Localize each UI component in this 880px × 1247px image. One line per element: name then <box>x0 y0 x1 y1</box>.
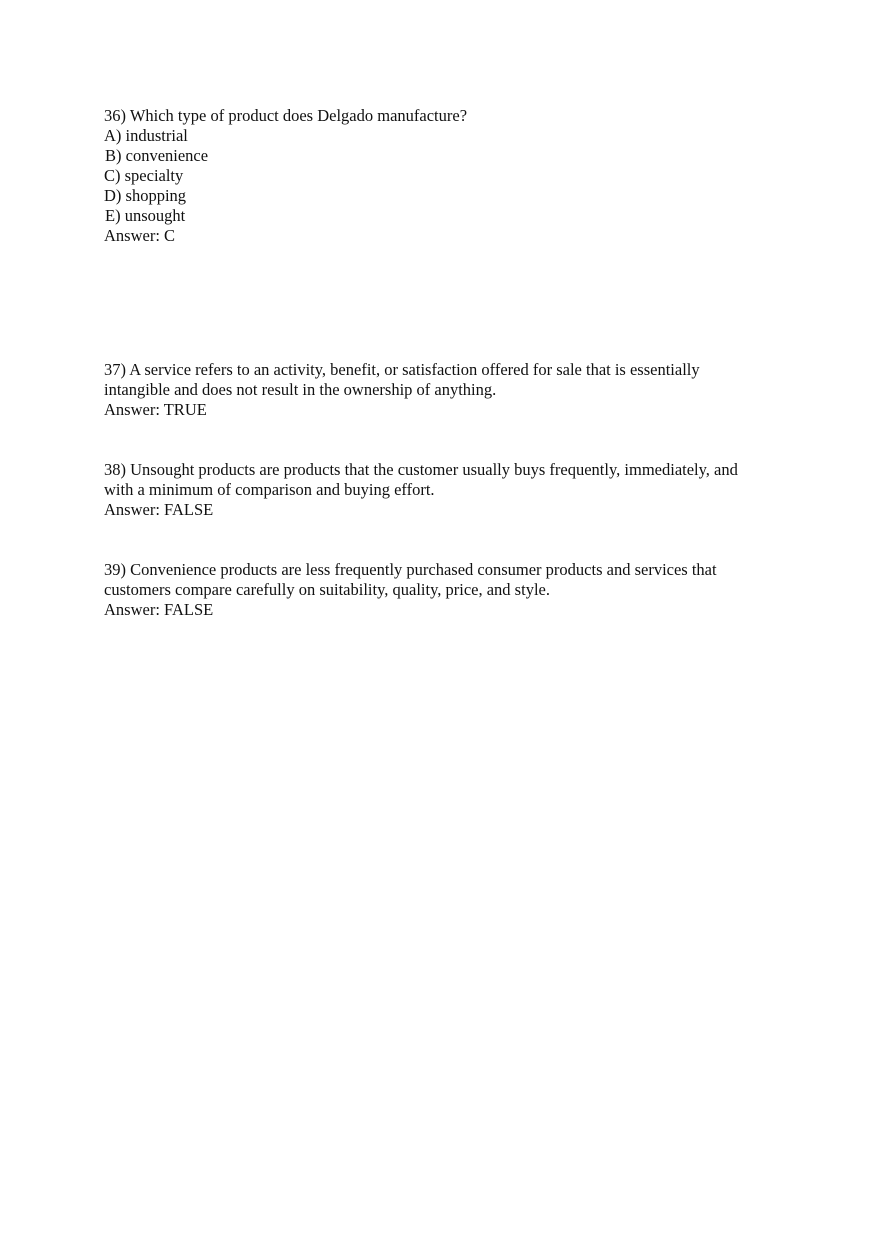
choice-b: B) convenience <box>105 146 209 165</box>
question-37 <box>104 360 784 420</box>
answer: Answer: FALSE <box>104 600 214 619</box>
question-stem-line-1: 39) Convenience products are less frequently purchased consumer products and services that <box>104 560 717 579</box>
answer: Answer: C <box>104 226 176 245</box>
question-39 <box>104 560 784 620</box>
question-36 <box>104 106 784 246</box>
question-stem-line-1: 37) A service refers to an activity, benefit, or satisfaction offered for sale that is essentially <box>104 360 700 379</box>
choice-e: E) unsought <box>105 206 186 225</box>
question-stem: 36) Which type of product does Delgado manufacture? <box>104 106 468 125</box>
question-stem-line-1: 38) Unsought products are products that the customer usually buys frequently, immediately, and <box>104 460 738 479</box>
answer: Answer: FALSE <box>104 500 214 519</box>
question-stem-line-2: intangible and does not result in the ownership of anything. <box>104 380 497 399</box>
choice-c: C) specialty <box>104 166 184 185</box>
question-stem-line-2: with a minimum of comparison and buying effort. <box>104 480 435 499</box>
choice-a: A) industrial <box>104 126 188 145</box>
question-stem-line-2: customers compare carefully on suitability, quality, price, and style. <box>104 580 550 599</box>
choice-d: D) shopping <box>104 186 187 205</box>
question-38 <box>104 460 784 520</box>
answer: Answer: TRUE <box>104 400 207 419</box>
